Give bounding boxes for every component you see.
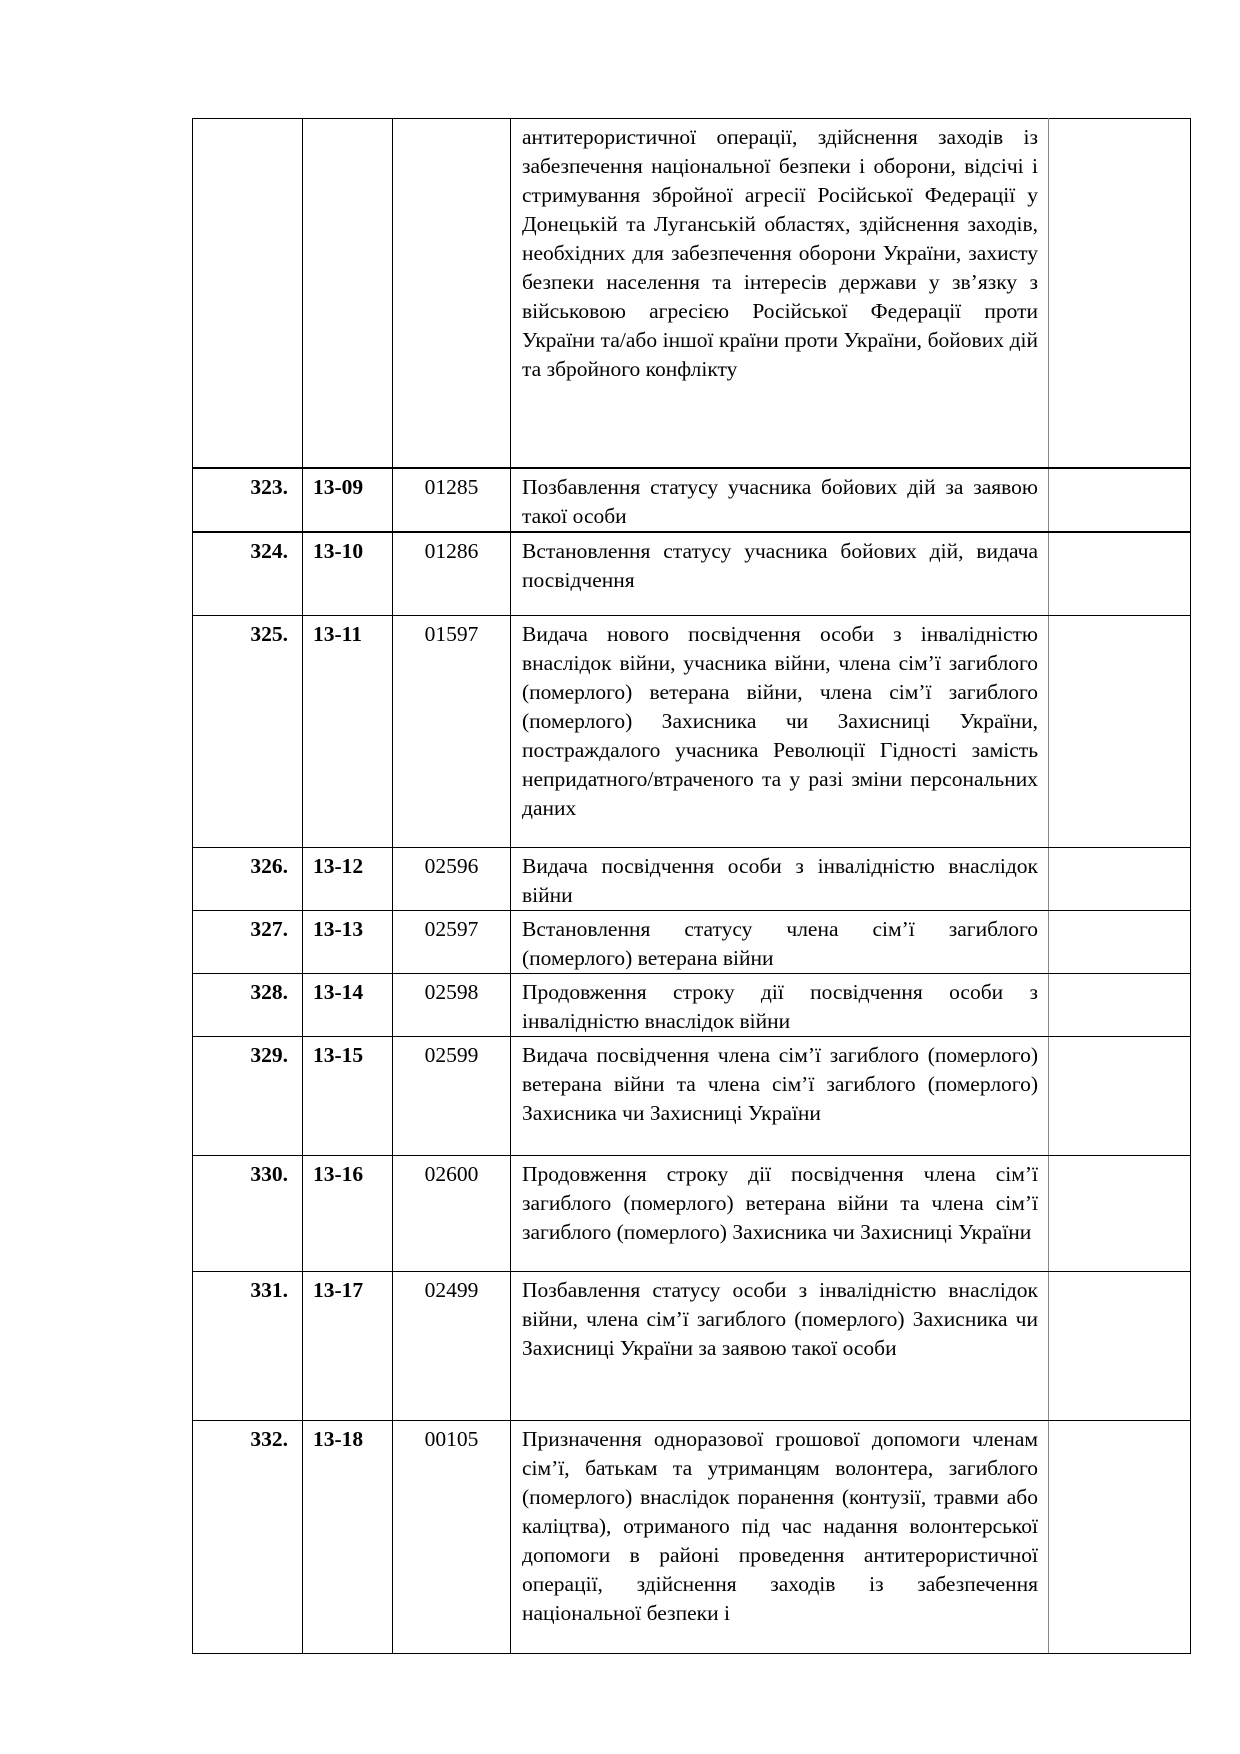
service-code: 13-15	[303, 1037, 393, 1156]
notes-cell	[1049, 911, 1191, 974]
service-id: 01597	[393, 616, 511, 848]
table-row	[193, 1272, 1191, 1421]
notes-cell	[1049, 468, 1191, 532]
table-row	[193, 974, 1191, 1037]
row-number: 325.	[193, 616, 303, 848]
service-code: 13-10	[303, 532, 393, 616]
notes-cell	[1049, 616, 1191, 848]
service-id: 02596	[393, 848, 511, 911]
service-code	[303, 119, 393, 468]
table-row	[193, 911, 1191, 974]
service-id: 02600	[393, 1156, 511, 1272]
table-row	[193, 119, 1191, 468]
row-number: 332.	[193, 1421, 303, 1654]
service-code: 13-12	[303, 848, 393, 911]
service-id: 01286	[393, 532, 511, 616]
row-number: 328.	[193, 974, 303, 1037]
service-description: Позбавлення статусу учасника бойових дій за заявою такої особи	[511, 468, 1049, 532]
table-row	[193, 468, 1191, 532]
notes-cell	[1049, 532, 1191, 616]
row-number	[193, 119, 303, 468]
table-row	[193, 1156, 1191, 1272]
table-row	[193, 532, 1191, 616]
service-description: Встановлення статусу учасника бойових дій, видача посвідчення	[511, 532, 1049, 616]
row-number: 331.	[193, 1272, 303, 1421]
notes-cell	[1049, 1421, 1191, 1654]
service-description: Продовження строку дії посвідчення особи з інвалідністю внаслідок війни	[511, 974, 1049, 1037]
row-number: 329.	[193, 1037, 303, 1156]
notes-cell	[1049, 848, 1191, 911]
service-code: 13-13	[303, 911, 393, 974]
service-code: 13-16	[303, 1156, 393, 1272]
notes-cell	[1049, 1156, 1191, 1272]
service-id	[393, 119, 511, 468]
services-table	[192, 118, 1191, 1654]
row-number: 327.	[193, 911, 303, 974]
service-description: Встановлення статусу члена сім’ї загиблого (померлого) ветерана війни	[511, 911, 1049, 974]
service-code: 13-11	[303, 616, 393, 848]
service-description: Призначення одноразової грошової допомоги членам сім’ї, батькам та утриманцям волонтера, загиблого (померлого) внаслідок поранення (контузії, травми або каліцтва), отриманого під час надання волонтерської допомоги в районі проведення антитерористичної операції, здійснення заходів із забезпечення національної безпеки і	[511, 1421, 1049, 1654]
table-row	[193, 848, 1191, 911]
row-number: 330.	[193, 1156, 303, 1272]
table-row	[193, 1037, 1191, 1156]
service-code: 13-18	[303, 1421, 393, 1654]
row-number: 324.	[193, 532, 303, 616]
service-description: Видача нового посвідчення особи з інвалідністю внаслідок війни, учасника війни, члена сім’ї загиблого (померлого) ветерана війни, члена сім’ї загиблого (померлого) Захисника чи Захисниці України, постраждалого учасника Революції Гідності замість непридатного/втраченого та у разі зміни персональних даних	[511, 616, 1049, 848]
table-row	[193, 616, 1191, 848]
service-description: Позбавлення статусу особи з інвалідністю внаслідок війни, члена сім’ї загиблого (померлого) Захисника чи Захисниці України за заявою такої особи	[511, 1272, 1049, 1421]
service-id: 02598	[393, 974, 511, 1037]
table-row	[193, 1421, 1191, 1654]
service-id: 00105	[393, 1421, 511, 1654]
notes-cell	[1049, 119, 1191, 468]
service-description: Продовження строку дії посвідчення члена сім’ї загиблого (померлого) ветерана війни та члена сім’ї загиблого (померлого) Захисника чи Захисниці України	[511, 1156, 1049, 1272]
notes-cell	[1049, 1272, 1191, 1421]
service-description: Видача посвідчення члена сім’ї загиблого (померлого) ветерана війни та члена сім’ї загиблого (померлого) Захисника чи Захисниці України	[511, 1037, 1049, 1156]
service-code: 13-09	[303, 468, 393, 532]
service-code: 13-17	[303, 1272, 393, 1421]
service-description: Видача посвідчення особи з інвалідністю внаслідок війни	[511, 848, 1049, 911]
service-id: 02599	[393, 1037, 511, 1156]
service-id: 02499	[393, 1272, 511, 1421]
row-number: 326.	[193, 848, 303, 911]
row-number: 323.	[193, 468, 303, 532]
notes-cell	[1049, 974, 1191, 1037]
notes-cell	[1049, 1037, 1191, 1156]
service-code: 13-14	[303, 974, 393, 1037]
service-id: 02597	[393, 911, 511, 974]
service-id: 01285	[393, 468, 511, 532]
service-description: антитерористичної операції, здійснення заходів із забезпечення національної безпеки і оборони, відсічі і стримування збройної агресії Російської Федерації у Донецькій та Луганській областях, здійснення заходів, необхідних для забезпечення оборони України, захисту безпеки населення та інтересів держави у зв’язку з військовою агресією Російської Федерації проти України та/або іншої країни проти України, бойових дій та збройного конфлікту	[511, 119, 1049, 468]
